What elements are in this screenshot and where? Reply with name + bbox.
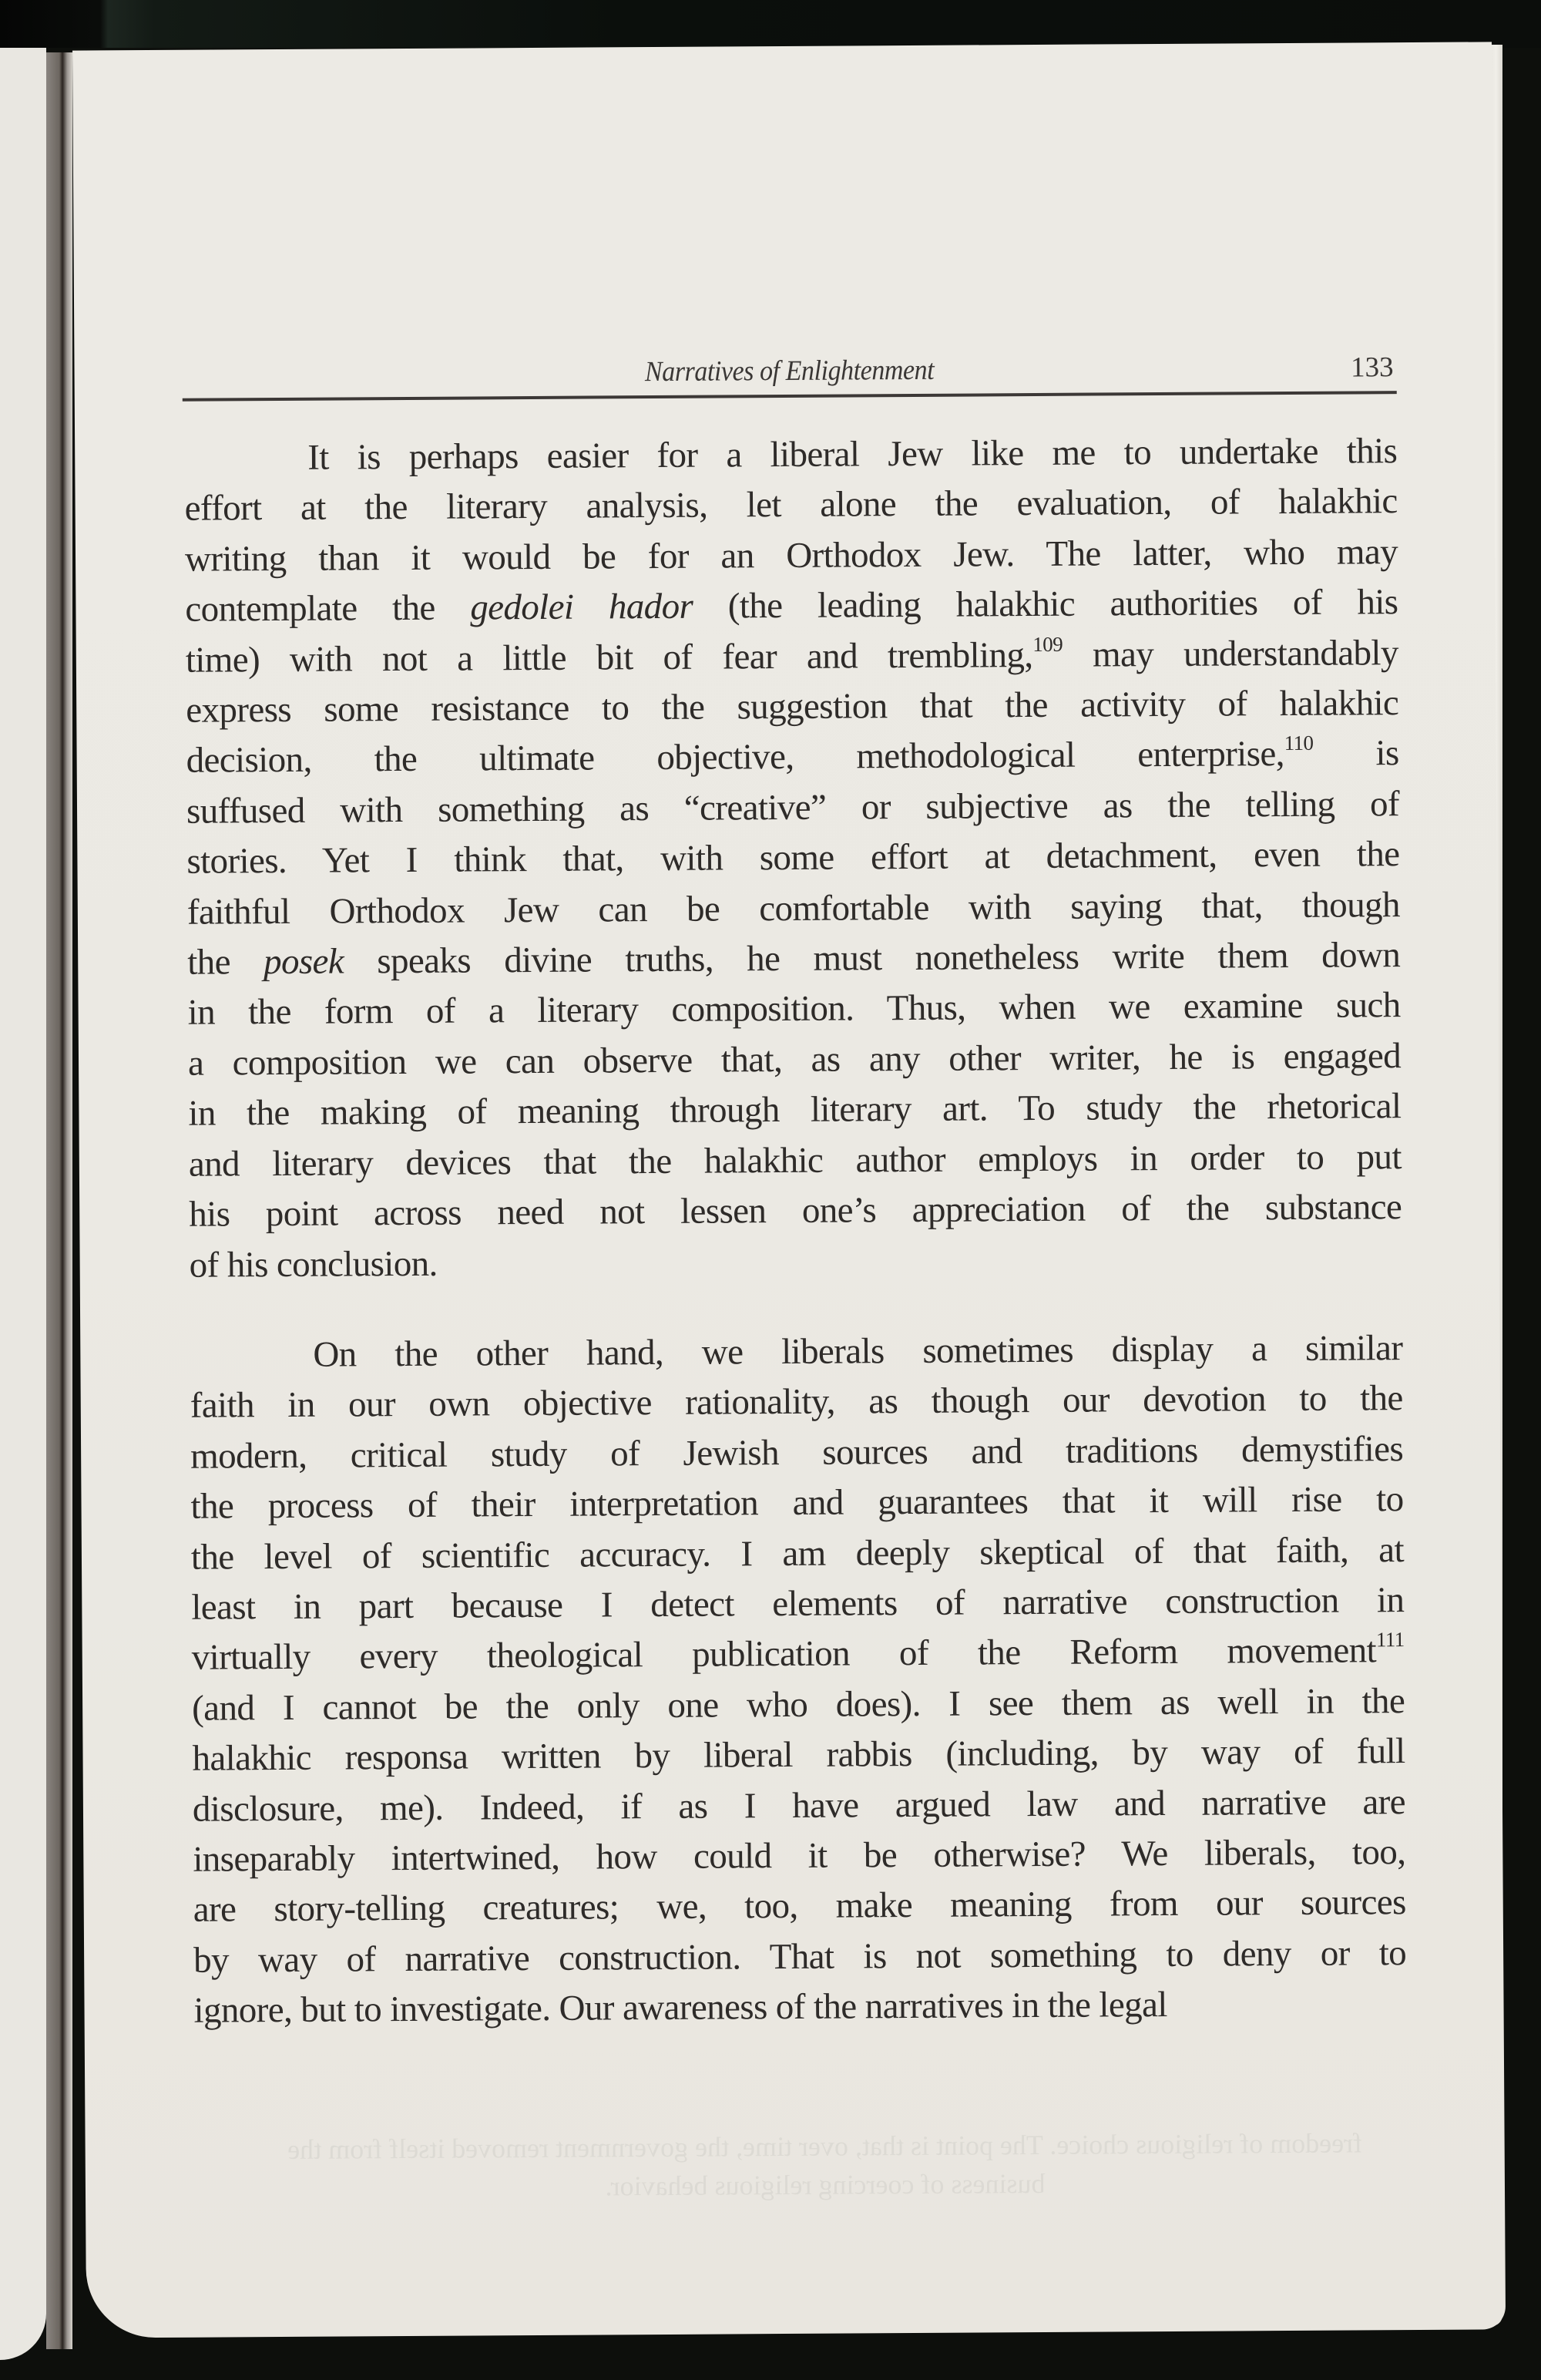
text-line: decision, the ultimate objective, methodological enterprise,$^{110}$ is bbox=[186, 731, 1399, 782]
text-line: virtually every theological publication of the Reform movement$^{111}$ bbox=[191, 1628, 1405, 1679]
text-line: faith in our own objective rationality, as though our devotion to the bbox=[190, 1378, 1403, 1427]
text-line: and literary devices that the halakhic author employs in order to put bbox=[188, 1136, 1402, 1185]
body-text bbox=[184, 426, 1407, 2036]
text-line: disclosure, me). Indeed, if as I have argued law and narrative are bbox=[192, 1781, 1406, 1830]
text-line: express some resistance to the suggestion that the activity of halakhic bbox=[186, 683, 1399, 731]
text-line: inseparably intertwined, how could it be otherwise? We liberals, too, bbox=[193, 1832, 1406, 1880]
text-line: It is perhaps easier for a liberal Jew like me to undertake this bbox=[307, 431, 1398, 478]
text-line: contemplate the gedolei hador (the leading halakhic authorities of his bbox=[185, 582, 1398, 630]
text-line: the process of their interpretation and guarantees that it will rise to bbox=[190, 1479, 1404, 1527]
footnote-ref[interactable]: 111 bbox=[1375, 1628, 1405, 1652]
text-line: his point across need not lessen one’s appreciation of the substance bbox=[189, 1187, 1402, 1235]
text-line: stories. Yet I think that, with some effort at detachment, even the bbox=[186, 834, 1400, 882]
book-gutter bbox=[46, 52, 72, 2349]
paragraph bbox=[184, 426, 1402, 1291]
text-line: halakhic responsa written by liberal rabbis (including, by way of full bbox=[192, 1731, 1405, 1779]
text-line: the posek speaks divine truths, he must nonetheless write them down bbox=[187, 935, 1401, 983]
bleed-through-text: freedom of religious choice. The point is that, over time, the government removed itself from the business of coercing religious behavior. bbox=[287, 2127, 1363, 2202]
text-line: suffused with something as “creative” or subjective as the telling of bbox=[186, 783, 1400, 832]
text-line: time) with not a little bit of fear and trembling,$^{109}$ may understandably bbox=[185, 632, 1398, 681]
text-line: faithful Orthodox Jew can be comfortable with saying that, though bbox=[186, 884, 1400, 933]
page-number: 133 bbox=[1350, 351, 1394, 384]
page-header bbox=[182, 345, 1396, 402]
paragraph bbox=[190, 1323, 1407, 2036]
text-line: modern, critical study of Jewish sources and traditions demystifies bbox=[190, 1428, 1404, 1477]
text-line: of his conclusion. bbox=[189, 1243, 438, 1286]
italic-term: posek bbox=[263, 941, 344, 983]
footnote-ref[interactable]: 110 bbox=[1284, 731, 1314, 755]
text-line: ignore, but to investigate. Our awareness of the narratives in the legal bbox=[193, 1985, 1167, 2031]
text-line: in the making of meaning through literary art. To study the rhetorical bbox=[188, 1086, 1402, 1135]
text-line: in the form of a literary composition. Thus, when we examine such bbox=[187, 985, 1401, 1034]
text-line: effort at the literary analysis, let alone the evaluation, of halakhic bbox=[184, 481, 1398, 529]
footnote-ref[interactable]: 109 bbox=[1032, 632, 1063, 656]
text-line: the level of scientific accuracy. I am deeply skeptical of that faith, at bbox=[190, 1529, 1405, 1578]
text-line: least in part because I detect elements of narrative construction in bbox=[191, 1580, 1405, 1628]
text-line: writing than it would be for an Orthodox Jew. The latter, who may bbox=[184, 531, 1398, 580]
text-line: a composition we can observe that, as any other writer, he is engaged bbox=[187, 1035, 1402, 1084]
dark-background bbox=[0, 0, 1541, 48]
running-head: Narratives of Enlightenment bbox=[644, 354, 935, 388]
book-page bbox=[72, 42, 1506, 2338]
italic-term: gedolei hador bbox=[470, 586, 693, 628]
text-line: are story-telling creatures; we, too, make meaning from our sources bbox=[193, 1882, 1406, 1931]
text-line: On the other hand, we liberals sometimes display a similar bbox=[313, 1328, 1403, 1375]
facing-page-edge bbox=[0, 48, 46, 2360]
text-line: by way of narrative construction. That is not something to deny or to bbox=[193, 1932, 1407, 1981]
text-line: (and I cannot be the only one who does). I see them as well in the bbox=[191, 1680, 1405, 1729]
